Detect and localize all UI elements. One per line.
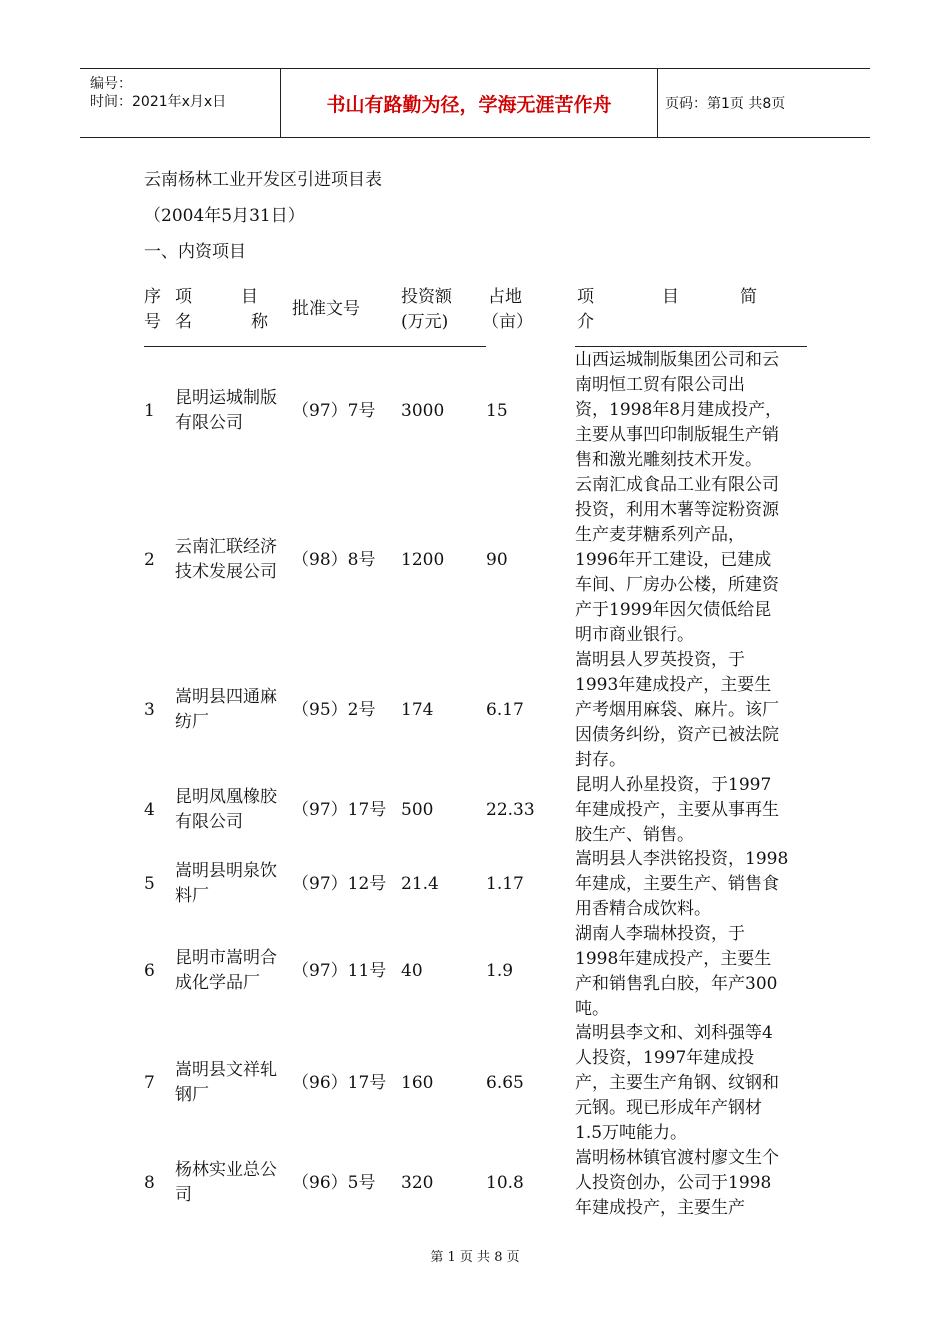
row-name-line1: 嵩明县明泉饮 [175, 861, 277, 881]
row-description: 嵩明县李文和、刘科强等4 人投资，1997年建成投 产，主要生产角钢、纹钢和 元钢。现已形成年产钢材 1.5万吨能力。 [575, 1023, 779, 1143]
row-investment: 3000 [401, 401, 445, 421]
row-name-line1: 昆明市嵩明合 [175, 948, 277, 968]
row-name-line2: 料厂 [175, 886, 209, 906]
header-approval: 批准文号 [292, 299, 360, 319]
page-header [80, 68, 870, 138]
row-approval: （97）17号 [292, 800, 387, 820]
row-area: 10.8 [486, 1173, 524, 1193]
row-name-line1: 昆明凤凰橡胶 [175, 787, 277, 807]
row-description: 嵩明县人罗英投资，于 1993年建成投产，主要生 产考烟用麻袋、麻片。该厂 因债务纠纷，资产已被法院 封存。 [575, 650, 779, 770]
row-description: 昆明人孙星投资，于1997 年建成投产，主要从事再生 胶生产、销售。 [575, 775, 779, 845]
row-approval: （97）7号 [292, 401, 376, 421]
row-seq: 2 [144, 550, 155, 570]
row-area: 1.9 [486, 961, 514, 981]
row-description: 嵩明县人李洪铭投资，1998 年建成，主要生产、销售食 用香精合成饮料。 [575, 849, 789, 919]
header-name-b: 目 [241, 287, 258, 307]
row-name-line1: 嵩明县四通麻 [175, 687, 277, 707]
row-name-line2: 技术发展公司 [175, 562, 277, 582]
header-desc-c: 简 [740, 287, 757, 307]
header-invest-top: 投资额 [401, 287, 452, 307]
number-label: 编号： [90, 76, 132, 92]
header-seq-bottom: 号 [144, 312, 161, 332]
header-name-d: 称 [251, 312, 268, 332]
row-seq: 5 [144, 874, 155, 894]
row-seq: 6 [144, 961, 155, 981]
row-approval: （97）11号 [292, 961, 387, 981]
document-date: （2004年5月31日） [144, 206, 305, 226]
row-description: 云南汇成食品工业有限公司 投资，利用木薯等淀粉资源 生产麦芽糖系列产品， 1996年开工建设，已建成 车间、厂房办公楼，所建资 产于1999年因欠债低给昆 明市商业银行。 [575, 475, 779, 645]
row-description: 山西运城制版集团公司和云 南明恒工贸有限公司出 资，1998年8月建成投产， 主要从事凹印制版辊生产销 售和激光雕刻技术开发。 [575, 350, 783, 470]
row-name-line1: 昆明运城制版 [175, 388, 277, 408]
header-motto: 书山有路勤为径，学海无涯苦作舟 [281, 69, 658, 137]
row-name-line1: 杨林实业总公 [175, 1160, 277, 1180]
row-investment: 320 [401, 1173, 434, 1193]
row-name-line2: 有限公司 [175, 812, 243, 832]
row-description: 湖南人李瑞林投资，于 1998年建成投产，主要生 产和销售乳白胶，年产300 吨。 [575, 924, 778, 1019]
row-area: 15 [486, 401, 508, 421]
row-seq: 3 [144, 700, 155, 720]
header-invest-bottom: (万元) [401, 312, 449, 332]
row-investment: 21.4 [401, 874, 439, 894]
row-description: 嵩明杨林镇官渡村廖文生个 人投资创办，公司于1998 年建成投产，主要生产 [575, 1148, 779, 1218]
header-rule-left [144, 346, 486, 347]
row-seq: 4 [144, 800, 155, 820]
row-approval: （98）8号 [292, 550, 376, 570]
row-approval: （96）17号 [292, 1073, 387, 1093]
header-desc-b: 目 [662, 287, 679, 307]
header-area-top: 占地 [488, 287, 522, 307]
row-area: 6.65 [486, 1073, 524, 1093]
header-meta [80, 69, 281, 137]
row-name-line2: 纺厂 [175, 712, 209, 732]
row-name-line2: 成化学品厂 [175, 973, 260, 993]
row-name-line2: 有限公司 [175, 413, 243, 433]
row-investment: 40 [401, 961, 423, 981]
row-name-line2: 司 [175, 1185, 192, 1205]
row-investment: 500 [401, 800, 434, 820]
row-approval: （95）2号 [292, 700, 376, 720]
row-name-line1: 云南汇联经济 [175, 537, 277, 557]
row-investment: 1200 [401, 550, 445, 570]
time-label: 时间：2021年x月x日 [90, 94, 227, 110]
header-desc-d: 介 [577, 312, 594, 332]
row-area: 6.17 [486, 700, 524, 720]
row-seq: 7 [144, 1073, 155, 1093]
section-heading: 一、内资项目 [144, 242, 246, 262]
header-area-bottom: （亩） [482, 312, 533, 332]
header-desc-a: 项 [577, 287, 594, 307]
header-name-a: 项 [175, 287, 192, 307]
row-name-line2: 钢厂 [175, 1085, 209, 1105]
row-area: 90 [486, 550, 508, 570]
document-title: 云南杨林工业开发区引进项目表 [144, 170, 382, 190]
row-seq: 8 [144, 1173, 155, 1193]
row-approval: （97）12号 [292, 874, 387, 894]
header-rule-right [575, 346, 807, 347]
row-seq: 1 [144, 401, 155, 421]
row-investment: 160 [401, 1073, 434, 1093]
row-name-line1: 嵩明县文祥轧 [175, 1060, 277, 1080]
header-name-c: 名 [175, 312, 192, 332]
header-page-info: 页码：第1页 共8页 [665, 96, 786, 112]
row-investment: 174 [401, 700, 434, 720]
page-footer: 第 1 页 共 8 页 [430, 1250, 520, 1265]
row-area: 22.33 [486, 800, 535, 820]
row-area: 1.17 [486, 874, 524, 894]
row-approval: （96）5号 [292, 1173, 376, 1193]
header-seq-top: 序 [144, 287, 161, 307]
